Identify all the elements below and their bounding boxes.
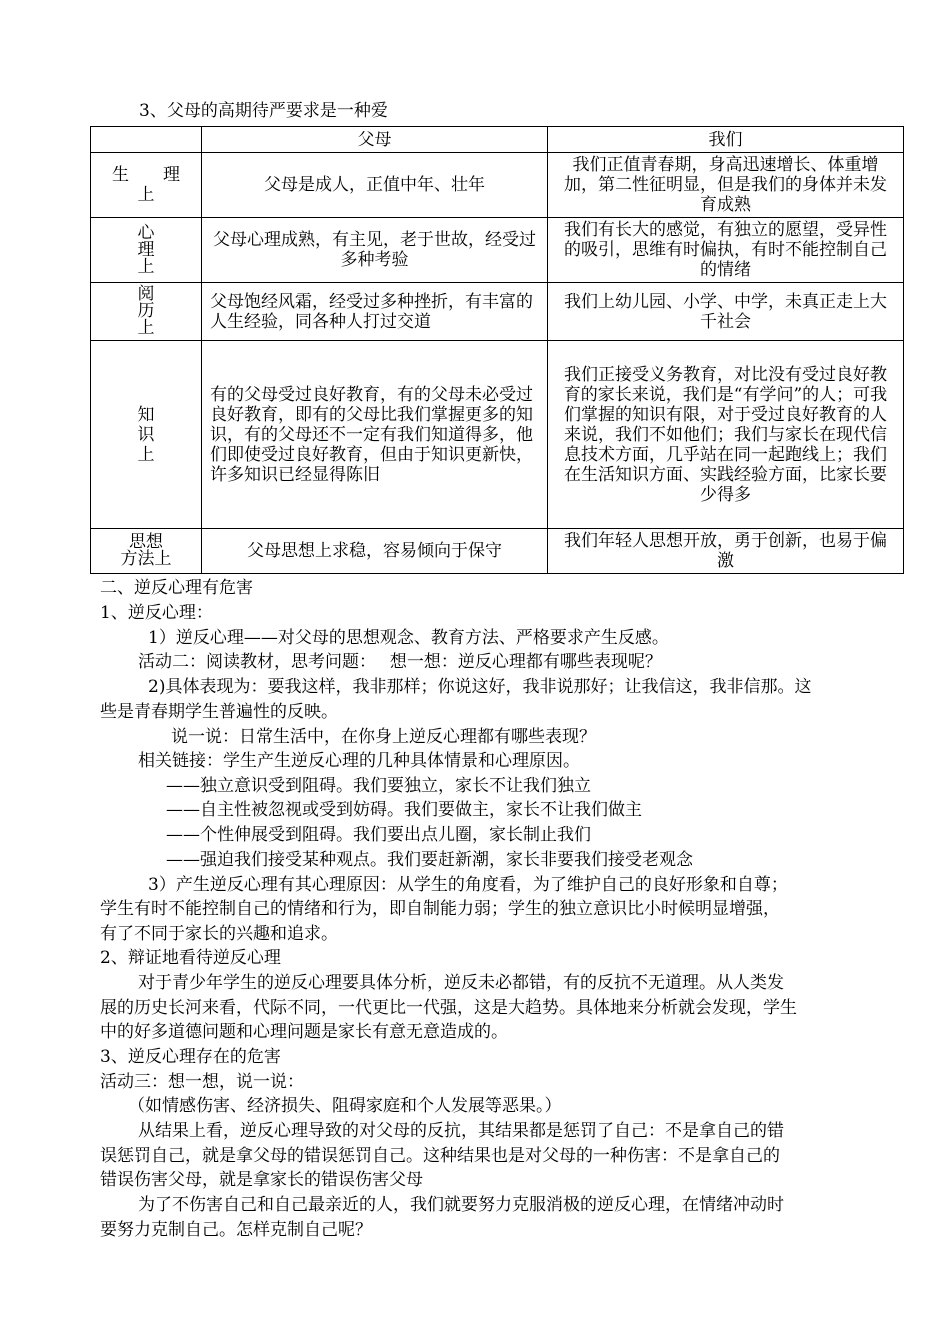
paragraph-line: 活动三：想一想，说一说： xyxy=(100,1072,304,1092)
paragraph-line: 从结果上看，逆反心理导致的对父母的反抗，其结果都是惩罚了自己：不是拿自己的错 xyxy=(138,1121,784,1141)
us-cell: 我们有长大的感觉，有独立的愿望，受异性的吸引，思维有时偏执，有时不能控制自己的情绪 xyxy=(548,218,904,283)
parent-cell: 父母饱经风霜，经受过多种挫折，有丰富的人生经验，同各种人打过交道 xyxy=(202,283,548,341)
paragraph-line: 活动二：阅读教材，思考问题： 想一想：逆反心理都有哪些表现呢？ xyxy=(138,652,662,672)
row-label: 思想 方法上 xyxy=(91,529,202,574)
us-cell: 我们正值青春期，身高迅速增长、体重增加，第二性征明显，但是我们的身体并未发育成熟 xyxy=(548,153,904,218)
section-heading: 3、父母的高期待严要求是一种爱 xyxy=(139,101,388,121)
table-row xyxy=(91,529,904,574)
comparison-table xyxy=(90,126,904,574)
parent-cell: 父母思想上求稳，容易倾向于保守 xyxy=(202,529,548,574)
us-cell: 我们上幼儿园、小学、中学，未真正走上大千社会 xyxy=(548,283,904,341)
paragraph-line: 3）产生逆反心理有其心理原因：从学生的角度看，为了维护自己的良好形象和自尊； xyxy=(148,875,788,895)
table-row xyxy=(91,283,904,341)
paragraph-line: 1）逆反心理——对父母的思想观念、教育方法、严格要求产生反感。 xyxy=(148,628,669,648)
paragraph-line: 要努力克制自己。怎样克制自己呢？ xyxy=(100,1220,372,1240)
list-item: ——自主性被忽视或受到妨碍。我们要做主，家长不让我们做主 xyxy=(166,800,642,820)
paragraph-line: 展的历史长河来看，代际不同，一代更比一代强，这是大趋势。具体地来分析就会发现，学生 xyxy=(100,998,797,1018)
list-item: ——独立意识受到阻碍。我们要独立，家长不让我们独立 xyxy=(166,776,591,796)
subsection-heading: 2、辩证地看待逆反心理 xyxy=(100,948,281,968)
parent-cell: 父母是成人，正值中年、壮年 xyxy=(202,153,548,218)
row-label: 知 识 上 xyxy=(91,341,202,529)
paragraph-line: 错误伤害父母，就是拿家长的错误伤害父母 xyxy=(100,1170,423,1190)
paragraph-line: 误惩罚自己，就是拿父母的错误惩罚自己。这种结果也是对父母的一种伤害：不是拿自己的 xyxy=(100,1146,780,1166)
paragraph-line: 说一说：日常生活中，在你身上逆反心理都有哪些表现？ xyxy=(171,727,596,747)
table-row xyxy=(91,153,904,218)
row-label: 生 理 上 xyxy=(91,153,202,218)
us-cell: 我们正接受义务教育，对比没有受过良好教育的家长来说，我们是“有学问”的人；可我们掌握的知识有限，对于受过良好教育的人来说，我们不如他们；我们与家长在现代信息技术方面，几乎站在同一起跑线上；我们在生活知识方面、实践经验方面，比家长要少得多 xyxy=(548,341,904,529)
row-label: 阅 历 上 xyxy=(91,283,202,341)
paragraph-line: 2)具体表现为：要我这样，我非那样；你说这好，我非说那好；让我信这，我非信那。这 xyxy=(148,677,812,697)
paragraph-line: 有了不同于家长的兴趣和追求。 xyxy=(100,924,338,944)
parent-cell: 有的父母受过良好教育，有的父母未必受过良好教育，即有的父母比我们掌握更多的知识，有的父母还不一定有我们知道得多，他们即使受过良好教育，但由于知识更新快，许多知识已经显得陈旧 xyxy=(202,341,548,529)
table-row xyxy=(91,341,904,529)
paragraph-line: （如情感伤害、经济损失、阻碍家庭和个人发展等恶果。） xyxy=(128,1096,562,1116)
paragraph-line: 对于青少年学生的逆反心理要具体分析，逆反未必都错，有的反抗不无道理。从人类发 xyxy=(138,973,784,993)
header-us: 我们 xyxy=(548,127,904,153)
parent-cell: 父母心理成熟，有主见，老于世故，经受过多种考验 xyxy=(202,218,548,283)
us-cell: 我们年轻人思想开放，勇于创新，也易于偏激 xyxy=(548,529,904,574)
section-heading: 二、逆反心理有危害 xyxy=(100,578,253,598)
list-item: ——个性伸展受到阻碍。我们要出点儿圈，家长制止我们 xyxy=(166,825,591,845)
row-label: 心 理 上 xyxy=(91,218,202,283)
table-row xyxy=(91,218,904,283)
list-item: ——强迫我们接受某种观点。我们要赶新潮，家长非要我们接受老观念 xyxy=(166,850,693,870)
subsection-heading: 3、逆反心理存在的危害 xyxy=(100,1047,281,1067)
table-header-row xyxy=(91,127,904,153)
header-empty xyxy=(91,127,202,153)
paragraph-line: 些是青春期学生普遍性的反映。 xyxy=(100,702,338,722)
paragraph-line: 学生有时不能控制自己的情绪和行为，即自制能力弱；学生的独立意识比小时候明显增强， xyxy=(100,899,780,919)
paragraph-line: 相关链接：学生产生逆反心理的几种具体情景和心理原因。 xyxy=(138,751,580,771)
header-parents: 父母 xyxy=(202,127,548,153)
subsection-heading: 1、逆反心理： xyxy=(100,603,213,623)
paragraph-line: 中的好多道德问题和心理问题是家长有意无意造成的。 xyxy=(100,1022,508,1042)
paragraph-line: 为了不伤害自己和自己最亲近的人，我们就要努力克服消极的逆反心理，在情绪冲动时 xyxy=(138,1195,784,1215)
